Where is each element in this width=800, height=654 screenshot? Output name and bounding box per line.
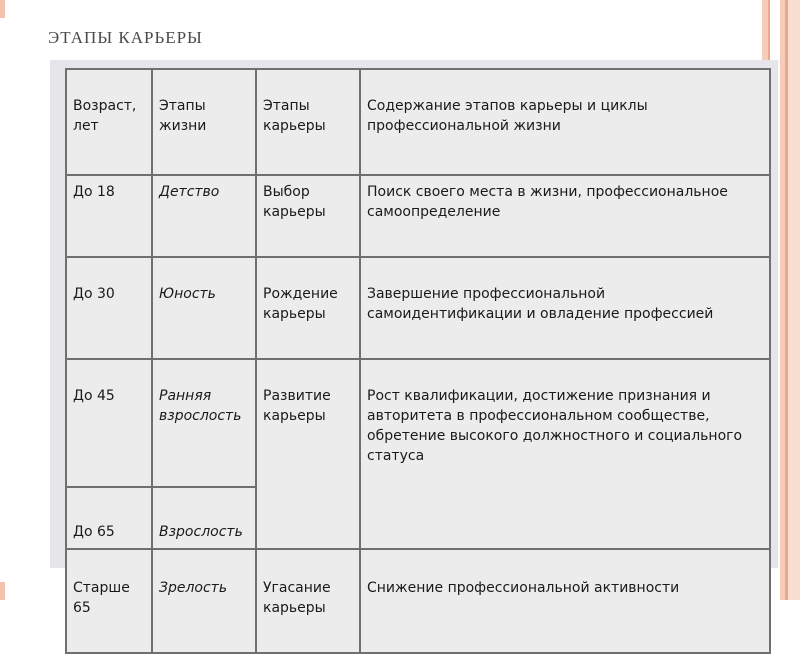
table-row [66, 549, 770, 653]
cell-content: Снижение профессиональной активности [360, 549, 770, 653]
cell-content: Завершение профессиональной самоидентификации и овладение профессией [360, 257, 770, 359]
decorative-edge [0, 0, 5, 18]
header-cell-life-stage: Этапы жизни [152, 69, 256, 175]
cell-life-stage: Зрелость [152, 549, 256, 653]
cell-age: До 45 [66, 359, 152, 487]
decorative-edge [0, 582, 5, 600]
table-row [66, 359, 770, 487]
table-row [66, 257, 770, 359]
cell-career-stage: Развитие карьеры [256, 359, 360, 549]
cell-career-stage: Выбор карьеры [256, 175, 360, 257]
cell-age: До 65 [66, 487, 152, 549]
header-cell-age: Возраст, лет [66, 69, 152, 175]
cell-content: Рост квалификации, достижение признания и авторитета в профессиональном сообществе, обретение высокого должностного и социального статуса [360, 359, 770, 549]
cell-age: До 18 [66, 175, 152, 257]
header-cell-career-stage: Этапы карьеры [256, 69, 360, 175]
cell-life-stage: Детство [152, 175, 256, 257]
table-header-row [66, 69, 770, 175]
table-row [66, 175, 770, 257]
cell-life-stage: Юность [152, 257, 256, 359]
cell-life-stage: Взрослость [152, 487, 256, 549]
cell-career-stage: Угасание карьеры [256, 549, 360, 653]
cell-age: До 30 [66, 257, 152, 359]
decorative-stripe [788, 0, 800, 600]
cell-content: Поиск своего места в жизни, профессиональное самоопределение [360, 175, 770, 257]
cell-career-stage: Рождение карьеры [256, 257, 360, 359]
cell-life-stage: Ранняя взрослость [152, 359, 256, 487]
career-stages-table [65, 68, 771, 654]
cell-age: Старше 65 [66, 549, 152, 653]
header-cell-content: Содержание этапов карьеры и циклы профессиональной жизни [360, 69, 770, 175]
slide-title: ЭТАПЫ КАРЬЕРЫ [48, 28, 203, 47]
